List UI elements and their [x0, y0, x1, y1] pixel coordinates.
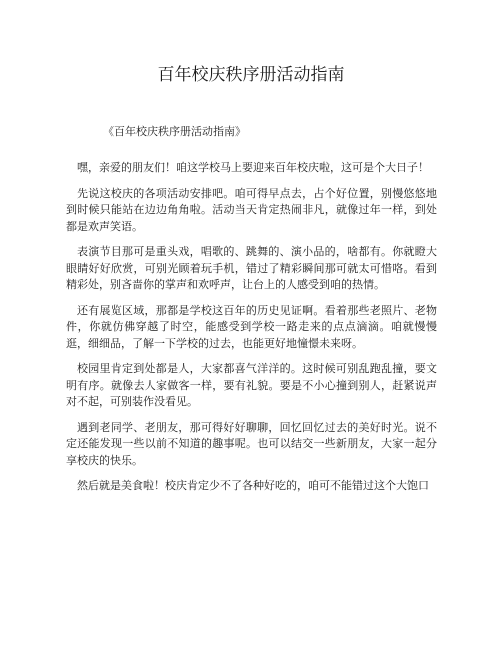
paragraph-performances: 表演节目那可是重头戏，唱歌的、跳舞的、演小品的，啥都有。你就瞪大眼睛好好欣赏，可别光顾着玩手机，错过了精彩瞬间那可就太可惜咯。看到精彩处，别吝啬你的掌声和欢呼声，让台上的人感受到咱的热情。: [66, 245, 437, 291]
paragraph-food: 然后就是美食啦！校庆肯定少不了各种好吃的，咱可不能错过这个大饱口: [77, 479, 429, 492]
paragraph-etiquette: 校园里肯定到处都是人，大家都喜气洋洋的。这时候可别乱跑乱撞，要文明有序。就像去人家做客一样，要有礼貌。要是不小心撞到别人，赶紧说声对不起，可别装作没看见。: [66, 362, 437, 408]
document-title: 百年校庆秩序册活动指南: [157, 65, 345, 85]
paragraph-schedule: 先说这校庆的各项活动安排吧。咱可得早点去，占个好位置，别慢悠悠地到时候只能站在边边角角啦。活动当天肯定热闹非凡，就像过年一样，到处都是欢声笑语。: [66, 186, 437, 233]
paragraph-greeting: 嘿，亲爱的朋友们！咱这学校马上要迎来百年校庆啦，这可是个大日子！: [77, 161, 429, 174]
document-subtitle: 《百年校庆秩序册活动指南》: [103, 125, 246, 138]
document-body: [66, 160, 437, 504]
paragraph-exhibition: 还有展览区域，那都是学校这百年的历史见证啊。看着那些老照片、老物件，你就仿佛穿越了时空，能感受到学校一路走来的点点滴滴。咱就慢慢逛，细细品，了解一下学校的过去，也能更好地憧憬未来呀。: [66, 303, 437, 350]
paragraph-reunion: 遇到老同学、老朋友，那可得好好聊聊，回忆回忆过去的美好时光。说不定还能发现一些以前不知道的趣事呢。也可以结交一些新朋友，大家一起分享校庆的快乐。: [66, 420, 437, 467]
